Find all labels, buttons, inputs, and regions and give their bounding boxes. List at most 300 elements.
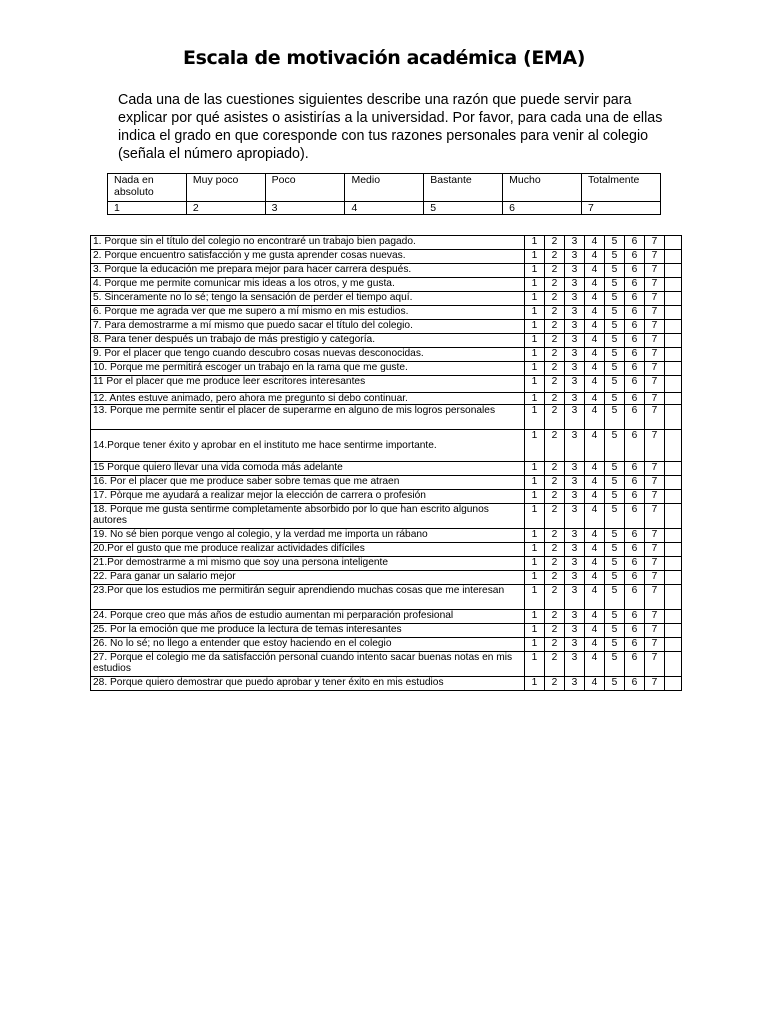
- rating-option[interactable]: 6: [625, 529, 645, 543]
- rating-option[interactable]: 6: [625, 430, 645, 462]
- table-row: [91, 393, 682, 405]
- rating-option[interactable]: 6: [625, 376, 645, 393]
- question-text: 26. No lo sé; no llego a entender que estoy haciendo en el colegio: [91, 638, 525, 652]
- rating-option[interactable]: 7: [645, 278, 665, 292]
- rating-option[interactable]: 1: [525, 529, 545, 543]
- rating-option[interactable]: 5: [605, 393, 625, 405]
- rating-option[interactable]: 6: [625, 557, 645, 571]
- rating-option[interactable]: 2: [545, 677, 565, 691]
- rating-option[interactable]: 2: [545, 250, 565, 264]
- rating-option[interactable]: 5: [605, 236, 625, 250]
- rating-option[interactable]: 1: [525, 405, 545, 430]
- table-row: [91, 362, 682, 376]
- rating-option[interactable]: 7: [645, 320, 665, 334]
- rating-option[interactable]: 4: [585, 610, 605, 624]
- rating-option[interactable]: 7: [645, 624, 665, 638]
- rating-option[interactable]: 6: [625, 571, 645, 585]
- rating-option[interactable]: 6: [625, 638, 645, 652]
- table-row: [91, 677, 682, 691]
- rating-option[interactable]: 1: [525, 624, 545, 638]
- rating-option[interactable]: 7: [645, 393, 665, 405]
- table-row: [91, 476, 682, 490]
- rating-option[interactable]: 3: [565, 334, 585, 348]
- rating-option[interactable]: 2: [545, 292, 565, 306]
- rating-option[interactable]: 7: [645, 529, 665, 543]
- rating-option[interactable]: 4: [585, 677, 605, 691]
- question-text: 20.Por el gusto que me produce realizar actividades difíciles: [91, 543, 525, 557]
- questionnaire-body: [91, 236, 682, 691]
- table-row: [91, 529, 682, 543]
- rating-option[interactable]: 1: [525, 571, 545, 585]
- rating-option[interactable]: 3: [565, 571, 585, 585]
- rating-option[interactable]: 4: [585, 320, 605, 334]
- rating-option[interactable]: 3: [565, 292, 585, 306]
- rating-option[interactable]: 2: [545, 652, 565, 677]
- rating-option[interactable]: 4: [585, 462, 605, 476]
- rating-option[interactable]: 7: [645, 348, 665, 362]
- blank-cell: [665, 320, 682, 334]
- rating-option[interactable]: 7: [645, 490, 665, 504]
- scale-number: 3: [265, 202, 345, 215]
- rating-option[interactable]: 5: [605, 278, 625, 292]
- table-row: [91, 624, 682, 638]
- rating-option[interactable]: 6: [625, 405, 645, 430]
- rating-option[interactable]: 7: [645, 585, 665, 610]
- rating-option[interactable]: 4: [585, 638, 605, 652]
- rating-option[interactable]: 3: [565, 610, 585, 624]
- rating-option[interactable]: 3: [565, 543, 585, 557]
- blank-cell: [665, 557, 682, 571]
- rating-option[interactable]: 5: [605, 306, 625, 320]
- rating-option[interactable]: 6: [625, 306, 645, 320]
- rating-option[interactable]: 3: [565, 652, 585, 677]
- blank-cell: [665, 362, 682, 376]
- rating-option[interactable]: 2: [545, 571, 565, 585]
- blank-cell: [665, 393, 682, 405]
- blank-cell: [665, 236, 682, 250]
- rating-option[interactable]: 1: [525, 430, 545, 462]
- rating-option[interactable]: 3: [565, 236, 585, 250]
- rating-option[interactable]: 5: [605, 490, 625, 504]
- blank-cell: [665, 529, 682, 543]
- rating-option[interactable]: 7: [645, 430, 665, 462]
- question-text: 2. Porque encuentro satisfacción y me gusta aprender cosas nuevas.: [91, 250, 525, 264]
- rating-option[interactable]: 6: [625, 334, 645, 348]
- rating-option[interactable]: 5: [605, 638, 625, 652]
- rating-option[interactable]: 7: [645, 543, 665, 557]
- rating-option[interactable]: 2: [545, 348, 565, 362]
- table-row: [91, 264, 682, 278]
- rating-option[interactable]: 3: [565, 638, 585, 652]
- instructions-paragraph: Cada una de las cuestiones siguientes describe una razón que puede servir para explicar por qué asistes o asistirías a la universidad. Por favor, para cada una de ellas indica el grado en que coresponde con tus razones personales para venir al colegio (señala el número apropiado).: [118, 92, 663, 162]
- scale-number: 2: [186, 202, 265, 215]
- table-row: [91, 652, 682, 677]
- rating-option[interactable]: 7: [645, 264, 665, 278]
- rating-option[interactable]: 1: [525, 393, 545, 405]
- rating-option[interactable]: 1: [525, 376, 545, 393]
- rating-option[interactable]: 4: [585, 376, 605, 393]
- question-text: 24. Porque creo que más años de estudio aumentan mi perparación profesional: [91, 610, 525, 624]
- rating-option[interactable]: 1: [525, 236, 545, 250]
- rating-option[interactable]: 1: [525, 278, 545, 292]
- rating-option[interactable]: 5: [605, 504, 625, 529]
- scale-label: Poco: [265, 174, 345, 202]
- rating-option[interactable]: 2: [545, 462, 565, 476]
- scale-number: 7: [582, 202, 661, 215]
- blank-cell: [665, 543, 682, 557]
- rating-option[interactable]: 4: [585, 624, 605, 638]
- blank-cell: [665, 405, 682, 430]
- table-row: [91, 306, 682, 320]
- blank-cell: [665, 490, 682, 504]
- rating-option[interactable]: 3: [565, 504, 585, 529]
- rating-option[interactable]: 4: [585, 585, 605, 610]
- question-text: 15 Porque quiero llevar una vida comoda más adelante: [91, 462, 525, 476]
- scale-label: Muy poco: [186, 174, 265, 202]
- blank-cell: [665, 348, 682, 362]
- rating-option[interactable]: 4: [585, 278, 605, 292]
- rating-option[interactable]: 3: [565, 250, 585, 264]
- question-text: 23.Por que los estudios me permitirán seguir aprendiendo muchas cosas que me interesan: [91, 585, 525, 610]
- rating-option[interactable]: 1: [525, 585, 545, 610]
- rating-option[interactable]: 1: [525, 677, 545, 691]
- rating-option[interactable]: 3: [565, 278, 585, 292]
- scale-label: Mucho: [503, 174, 582, 202]
- rating-option[interactable]: 3: [565, 476, 585, 490]
- rating-option[interactable]: 4: [585, 292, 605, 306]
- rating-option[interactable]: 1: [525, 557, 545, 571]
- rating-option[interactable]: 1: [525, 362, 545, 376]
- question-text: 17. Pòrque me ayudará a realizar mejor la elección de carrera o profesión: [91, 490, 525, 504]
- rating-option[interactable]: 1: [525, 334, 545, 348]
- rating-option[interactable]: 7: [645, 571, 665, 585]
- blank-cell: [665, 376, 682, 393]
- blank-cell: [665, 334, 682, 348]
- rating-option[interactable]: 5: [605, 348, 625, 362]
- scale-label: Bastante: [424, 174, 503, 202]
- rating-option[interactable]: 7: [645, 462, 665, 476]
- rating-option[interactable]: 4: [585, 529, 605, 543]
- rating-option[interactable]: 6: [625, 393, 645, 405]
- rating-option[interactable]: 3: [565, 677, 585, 691]
- rating-option[interactable]: 7: [645, 557, 665, 571]
- rating-option[interactable]: 4: [585, 236, 605, 250]
- question-text: 4. Porque me permite comunicar mis ideas a los otros, y me gusta.: [91, 278, 525, 292]
- rating-option[interactable]: 2: [545, 610, 565, 624]
- question-text: 3. Porque la educación me prepara mejor para hacer carrera después.: [91, 264, 525, 278]
- question-text: 11 Por el placer que me produce leer escritores interesantes: [91, 376, 525, 393]
- table-row: [91, 334, 682, 348]
- rating-option[interactable]: 7: [645, 652, 665, 677]
- question-text: 14.Porque tener éxito y aprobar en el instituto me hace sentirme importante.: [91, 430, 525, 462]
- scale-label: Medio: [345, 174, 424, 202]
- rating-option[interactable]: 1: [525, 292, 545, 306]
- rating-option[interactable]: 4: [585, 652, 605, 677]
- blank-cell: [665, 462, 682, 476]
- rating-option[interactable]: 5: [605, 585, 625, 610]
- blank-cell: [665, 306, 682, 320]
- rating-option[interactable]: 4: [585, 557, 605, 571]
- rating-option[interactable]: 7: [645, 334, 665, 348]
- question-text: 16. Por el placer que me produce saber sobre temas que me atraen: [91, 476, 525, 490]
- rating-option[interactable]: 3: [565, 376, 585, 393]
- rating-option[interactable]: 1: [525, 250, 545, 264]
- rating-option[interactable]: 5: [605, 571, 625, 585]
- rating-option[interactable]: 4: [585, 405, 605, 430]
- rating-option[interactable]: 5: [605, 320, 625, 334]
- table-row: [91, 376, 682, 393]
- question-text: 9. Por el placer que tengo cuando descubro cosas nuevas desconocidas.: [91, 348, 525, 362]
- blank-cell: [665, 430, 682, 462]
- rating-option[interactable]: 3: [565, 320, 585, 334]
- rating-option[interactable]: 5: [605, 264, 625, 278]
- rating-option[interactable]: 6: [625, 504, 645, 529]
- rating-option[interactable]: 6: [625, 264, 645, 278]
- rating-option[interactable]: 6: [625, 462, 645, 476]
- question-text: 1. Porque sin el título del colegio no encontraré un trabajo bien pagado.: [91, 236, 525, 250]
- rating-option[interactable]: 6: [625, 362, 645, 376]
- scale-number: 6: [503, 202, 582, 215]
- rating-option[interactable]: 3: [565, 430, 585, 462]
- scale-numbers-row: [108, 202, 661, 215]
- blank-cell: [665, 624, 682, 638]
- rating-option[interactable]: 7: [645, 376, 665, 393]
- rating-option[interactable]: 1: [525, 652, 545, 677]
- rating-option[interactable]: 2: [545, 376, 565, 393]
- rating-option[interactable]: 4: [585, 393, 605, 405]
- rating-option[interactable]: 6: [625, 677, 645, 691]
- rating-option[interactable]: 2: [545, 264, 565, 278]
- blank-cell: [665, 571, 682, 585]
- question-text: 25. Por la emoción que me produce la lectura de temas interesantes: [91, 624, 525, 638]
- rating-option[interactable]: 5: [605, 376, 625, 393]
- rating-option[interactable]: 4: [585, 504, 605, 529]
- rating-option[interactable]: 3: [565, 264, 585, 278]
- question-text: 12. Antes estuve animado, pero ahora me pregunto si debo continuar.: [91, 393, 525, 405]
- rating-option[interactable]: 6: [625, 348, 645, 362]
- rating-option[interactable]: 4: [585, 306, 605, 320]
- rating-option[interactable]: 5: [605, 610, 625, 624]
- rating-option[interactable]: 5: [605, 250, 625, 264]
- blank-cell: [665, 292, 682, 306]
- rating-option[interactable]: 2: [545, 430, 565, 462]
- table-row: [91, 250, 682, 264]
- rating-option[interactable]: 1: [525, 543, 545, 557]
- rating-option[interactable]: 2: [545, 490, 565, 504]
- rating-option[interactable]: 1: [525, 610, 545, 624]
- rating-option[interactable]: 5: [605, 624, 625, 638]
- scale-number: 4: [345, 202, 424, 215]
- rating-option[interactable]: 6: [625, 610, 645, 624]
- rating-option[interactable]: 7: [645, 677, 665, 691]
- table-row: [91, 430, 682, 462]
- rating-option[interactable]: 5: [605, 462, 625, 476]
- rating-option[interactable]: 7: [645, 292, 665, 306]
- table-row: [91, 278, 682, 292]
- table-row: [91, 585, 682, 610]
- rating-option[interactable]: 1: [525, 638, 545, 652]
- table-row: [91, 320, 682, 334]
- rating-option[interactable]: 5: [605, 677, 625, 691]
- table-row: [91, 292, 682, 306]
- table-row: [91, 462, 682, 476]
- rating-option[interactable]: 4: [585, 348, 605, 362]
- rating-option[interactable]: 2: [545, 306, 565, 320]
- rating-option[interactable]: 6: [625, 236, 645, 250]
- rating-option[interactable]: 6: [625, 320, 645, 334]
- scale-label: Totalmente: [582, 174, 661, 202]
- question-text: 27. Porque el colegio me da satisfacción personal cuando intento sacar buenas notas en mis estudios: [91, 652, 525, 677]
- rating-option[interactable]: 6: [625, 624, 645, 638]
- rating-option[interactable]: 2: [545, 504, 565, 529]
- blank-cell: [665, 677, 682, 691]
- question-text: 21.Por demostrarme a mi mismo que soy una persona inteligente: [91, 557, 525, 571]
- rating-option[interactable]: 7: [645, 476, 665, 490]
- rating-option[interactable]: 4: [585, 571, 605, 585]
- rating-option[interactable]: 5: [605, 292, 625, 306]
- table-row: [91, 490, 682, 504]
- question-text: 13. Porque me permite sentir el placer de superarme en alguno de mis logros personales: [91, 405, 525, 430]
- question-text: 7. Para demostrarme a mí mismo que puedo sacar el título del colegio.: [91, 320, 525, 334]
- rating-option[interactable]: 7: [645, 638, 665, 652]
- rating-option[interactable]: 3: [565, 306, 585, 320]
- rating-option[interactable]: 7: [645, 405, 665, 430]
- rating-option[interactable]: 1: [525, 306, 545, 320]
- question-text: 18. Porque me gusta sentirme completamente absorbido por lo que han escrito algunos autores: [91, 504, 525, 529]
- rating-option[interactable]: 2: [545, 529, 565, 543]
- rating-option[interactable]: 2: [545, 476, 565, 490]
- rating-option[interactable]: 4: [585, 543, 605, 557]
- rating-option[interactable]: 2: [545, 236, 565, 250]
- table-row: [91, 543, 682, 557]
- table-row: [91, 557, 682, 571]
- blank-cell: [665, 652, 682, 677]
- rating-option[interactable]: 5: [605, 430, 625, 462]
- question-text: 6. Porque me agrada ver que me supero a mí mismo en mis estudios.: [91, 306, 525, 320]
- rating-option[interactable]: 2: [545, 278, 565, 292]
- question-text: 5. Sinceramente no lo sé; tengo la sensación de perder el tiempo aquí.: [91, 292, 525, 306]
- rating-option[interactable]: 4: [585, 476, 605, 490]
- rating-option[interactable]: 1: [525, 320, 545, 334]
- rating-option[interactable]: 2: [545, 638, 565, 652]
- rating-option[interactable]: 4: [585, 430, 605, 462]
- rating-option[interactable]: 5: [605, 543, 625, 557]
- rating-option[interactable]: 6: [625, 543, 645, 557]
- rating-option[interactable]: 2: [545, 393, 565, 405]
- blank-cell: [665, 476, 682, 490]
- rating-option[interactable]: 5: [605, 476, 625, 490]
- rating-option[interactable]: 1: [525, 490, 545, 504]
- rating-option[interactable]: 1: [525, 476, 545, 490]
- rating-option[interactable]: 6: [625, 292, 645, 306]
- rating-option[interactable]: 3: [565, 393, 585, 405]
- rating-option[interactable]: 2: [545, 334, 565, 348]
- rating-option[interactable]: 6: [625, 278, 645, 292]
- rating-option[interactable]: 5: [605, 405, 625, 430]
- rating-option[interactable]: 2: [545, 362, 565, 376]
- question-text: 19. No sé bien porque vengo al colegio, y la verdad me importa un rábano: [91, 529, 525, 543]
- rating-option[interactable]: 6: [625, 250, 645, 264]
- rating-option[interactable]: 3: [565, 348, 585, 362]
- rating-option[interactable]: 3: [565, 585, 585, 610]
- rating-option[interactable]: 5: [605, 529, 625, 543]
- rating-option[interactable]: 6: [625, 652, 645, 677]
- rating-option[interactable]: 5: [605, 334, 625, 348]
- rating-option[interactable]: 4: [585, 264, 605, 278]
- rating-option[interactable]: 3: [565, 529, 585, 543]
- table-row: [91, 610, 682, 624]
- rating-option[interactable]: 2: [545, 624, 565, 638]
- question-text: 22. Para ganar un salario mejor: [91, 571, 525, 585]
- rating-option[interactable]: 1: [525, 504, 545, 529]
- rating-option[interactable]: 3: [565, 405, 585, 430]
- table-row: [91, 405, 682, 430]
- table-row: [91, 236, 682, 250]
- rating-option[interactable]: 7: [645, 306, 665, 320]
- rating-option[interactable]: 2: [545, 405, 565, 430]
- rating-option[interactable]: 1: [525, 264, 545, 278]
- rating-option[interactable]: 3: [565, 490, 585, 504]
- rating-option[interactable]: 7: [645, 250, 665, 264]
- rating-option[interactable]: 4: [585, 250, 605, 264]
- rating-option[interactable]: 7: [645, 504, 665, 529]
- rating-option[interactable]: 4: [585, 334, 605, 348]
- question-text: 28. Porque quiero demostrar que puedo aprobar y tener éxito en mis estudios: [91, 677, 525, 691]
- table-row: [91, 638, 682, 652]
- rating-option[interactable]: 7: [645, 610, 665, 624]
- rating-option[interactable]: 3: [565, 462, 585, 476]
- rating-option[interactable]: 6: [625, 490, 645, 504]
- blank-cell: [665, 585, 682, 610]
- rating-option[interactable]: 4: [585, 490, 605, 504]
- table-row: [91, 571, 682, 585]
- rating-option[interactable]: 5: [605, 362, 625, 376]
- question-text: 10. Porque me permitirá escoger un trabajo en la rama que me guste.: [91, 362, 525, 376]
- scale-labels-row: [108, 174, 661, 202]
- page-title: Escala de motivación académica (EMA): [182, 47, 585, 69]
- rating-option[interactable]: 7: [645, 362, 665, 376]
- rating-option[interactable]: 3: [565, 362, 585, 376]
- rating-option[interactable]: 6: [625, 476, 645, 490]
- rating-option[interactable]: 2: [545, 320, 565, 334]
- rating-option[interactable]: 5: [605, 652, 625, 677]
- scale-legend-table: [107, 173, 661, 215]
- rating-option[interactable]: 6: [625, 585, 645, 610]
- scale-number: 5: [424, 202, 503, 215]
- rating-option[interactable]: 4: [585, 362, 605, 376]
- blank-cell: [665, 638, 682, 652]
- blank-cell: [665, 504, 682, 529]
- rating-option[interactable]: 1: [525, 348, 545, 362]
- rating-option[interactable]: 2: [545, 557, 565, 571]
- blank-cell: [665, 250, 682, 264]
- rating-option[interactable]: 2: [545, 585, 565, 610]
- scale-label: Nada en absoluto: [108, 174, 187, 202]
- rating-option[interactable]: 2: [545, 543, 565, 557]
- rating-option[interactable]: 5: [605, 557, 625, 571]
- questionnaire-table: [90, 235, 682, 691]
- table-row: [91, 348, 682, 362]
- question-text: 8. Para tener después un trabajo de más prestigio y categoría.: [91, 334, 525, 348]
- rating-option[interactable]: 1: [525, 462, 545, 476]
- rating-option[interactable]: 3: [565, 557, 585, 571]
- rating-option[interactable]: 7: [645, 236, 665, 250]
- blank-cell: [665, 278, 682, 292]
- rating-option[interactable]: 3: [565, 624, 585, 638]
- blank-cell: [665, 264, 682, 278]
- table-row: [91, 504, 682, 529]
- blank-cell: [665, 610, 682, 624]
